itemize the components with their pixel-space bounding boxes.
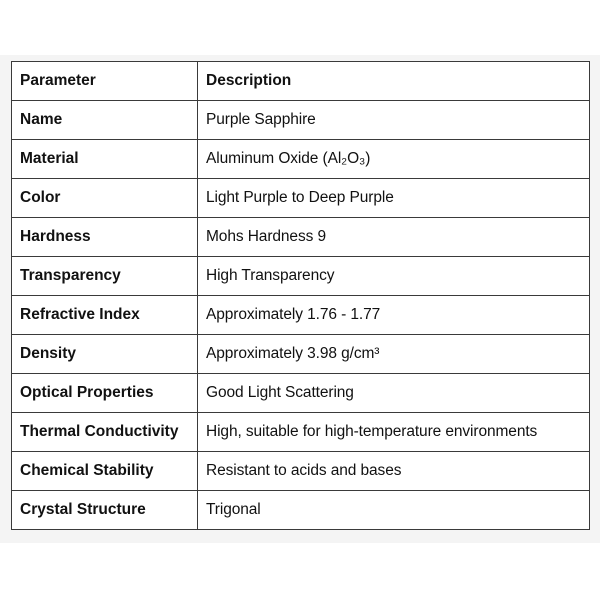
table-row	[12, 296, 590, 335]
table-row	[12, 374, 590, 413]
description-cell: Purple Sapphire	[198, 101, 590, 140]
table-row	[12, 452, 590, 491]
table-row	[12, 101, 590, 140]
column-header-parameter: Parameter	[12, 62, 198, 101]
table-row	[12, 140, 590, 179]
description-cell: Trigonal	[198, 491, 590, 530]
table-row	[12, 335, 590, 374]
description-cell: Approximately 1.76 - 1.77	[198, 296, 590, 335]
table-body	[12, 101, 590, 530]
table-row	[12, 218, 590, 257]
description-cell: Good Light Scattering	[198, 374, 590, 413]
table-row	[12, 491, 590, 530]
table-header	[12, 62, 590, 101]
table-row	[12, 413, 590, 452]
parameter-cell: Material	[12, 140, 198, 179]
parameter-cell: Refractive Index	[12, 296, 198, 335]
description-cell: Aluminum Oxide (Al₂O₃)	[198, 140, 590, 179]
parameter-cell: Thermal Conductivity	[12, 413, 198, 452]
specification-table	[11, 61, 590, 530]
header-row	[12, 62, 590, 101]
description-cell: Light Purple to Deep Purple	[198, 179, 590, 218]
parameter-cell: Density	[12, 335, 198, 374]
parameter-cell: Transparency	[12, 257, 198, 296]
parameter-cell: Color	[12, 179, 198, 218]
table-row	[12, 179, 590, 218]
description-cell: Approximately 3.98 g/cm³	[198, 335, 590, 374]
parameter-cell: Name	[12, 101, 198, 140]
description-cell: High, suitable for high-temperature environments	[198, 413, 590, 452]
parameter-cell: Crystal Structure	[12, 491, 198, 530]
parameter-cell: Chemical Stability	[12, 452, 198, 491]
parameter-cell: Optical Properties	[12, 374, 198, 413]
table-row	[12, 257, 590, 296]
description-cell: Resistant to acids and bases	[198, 452, 590, 491]
parameter-cell: Hardness	[12, 218, 198, 257]
description-cell: Mohs Hardness 9	[198, 218, 590, 257]
description-cell: High Transparency	[198, 257, 590, 296]
column-header-description: Description	[198, 62, 590, 101]
